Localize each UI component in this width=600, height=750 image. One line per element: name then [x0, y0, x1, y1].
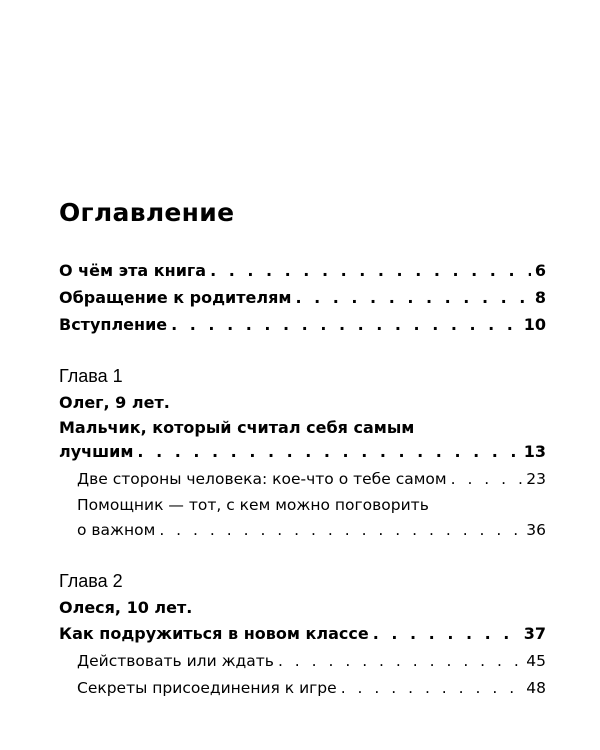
dot-leader: [341, 676, 523, 700]
toc-section-act-or-wait[interactable]: [77, 649, 546, 673]
toc-section-label: Две стороны человека: кое-что о тебе самом: [77, 470, 447, 488]
toc-section-page: 36: [526, 521, 546, 539]
toc-entry-page: 6: [534, 261, 546, 280]
toc-entry-page: 13: [523, 442, 546, 461]
toc-section-page: 23: [526, 470, 546, 488]
toc-section-two-sides[interactable]: [77, 467, 546, 491]
dot-leader: [295, 286, 530, 310]
toc-entry-page: 37: [523, 624, 546, 643]
toc-entry-page: 8: [534, 288, 546, 307]
dot-leader: [373, 622, 520, 646]
toc-title: Оглавление: [59, 198, 235, 227]
toc-section-label: Действовать или ждать: [77, 652, 274, 670]
toc-section-label-line2: о важном: [77, 521, 156, 539]
chapter-1-name: Олег, 9 лет.: [59, 393, 170, 412]
toc-entry-introduction[interactable]: [59, 313, 546, 337]
toc-section-join-game[interactable]: [77, 676, 546, 700]
dot-leader: [278, 649, 522, 673]
chapter-1-title-line2: лучшим: [59, 442, 134, 461]
toc-entry-page: 10: [523, 315, 546, 334]
toc-section-label: Секреты присоединения к игре: [77, 679, 337, 697]
toc-entry-chapter-2[interactable]: [59, 622, 546, 646]
dot-leader: [171, 313, 520, 337]
toc-section-helper[interactable]: [77, 518, 546, 542]
toc-section-page: 48: [526, 679, 546, 697]
dot-leader: [451, 467, 523, 491]
dot-leader: [210, 259, 531, 283]
toc-entry-label: Вступление: [59, 315, 168, 334]
toc-entry-label: Обращение к родителям: [59, 288, 292, 307]
chapter-2-title: Как подружиться в новом классе: [59, 624, 369, 643]
dot-leader: [159, 518, 522, 542]
toc-section-helper-line1[interactable]: Помощник — тот, с кем можно поговорить: [77, 496, 429, 514]
chapter-1-label: Глава 1: [59, 366, 123, 386]
chapter-2-name: Олеся, 10 лет.: [59, 598, 193, 617]
toc-entry-label: О чём эта книга: [59, 261, 207, 280]
toc-entry-chapter-1[interactable]: [59, 440, 546, 464]
chapter-2-label: Глава 2: [59, 571, 123, 591]
toc-section-page: 45: [526, 652, 546, 670]
toc-entry-parents[interactable]: [59, 286, 546, 310]
toc-entry-about-book[interactable]: [59, 259, 546, 283]
chapter-1-title-line1[interactable]: Мальчик, который считал себя самым: [59, 418, 415, 437]
dot-leader: [137, 440, 519, 464]
